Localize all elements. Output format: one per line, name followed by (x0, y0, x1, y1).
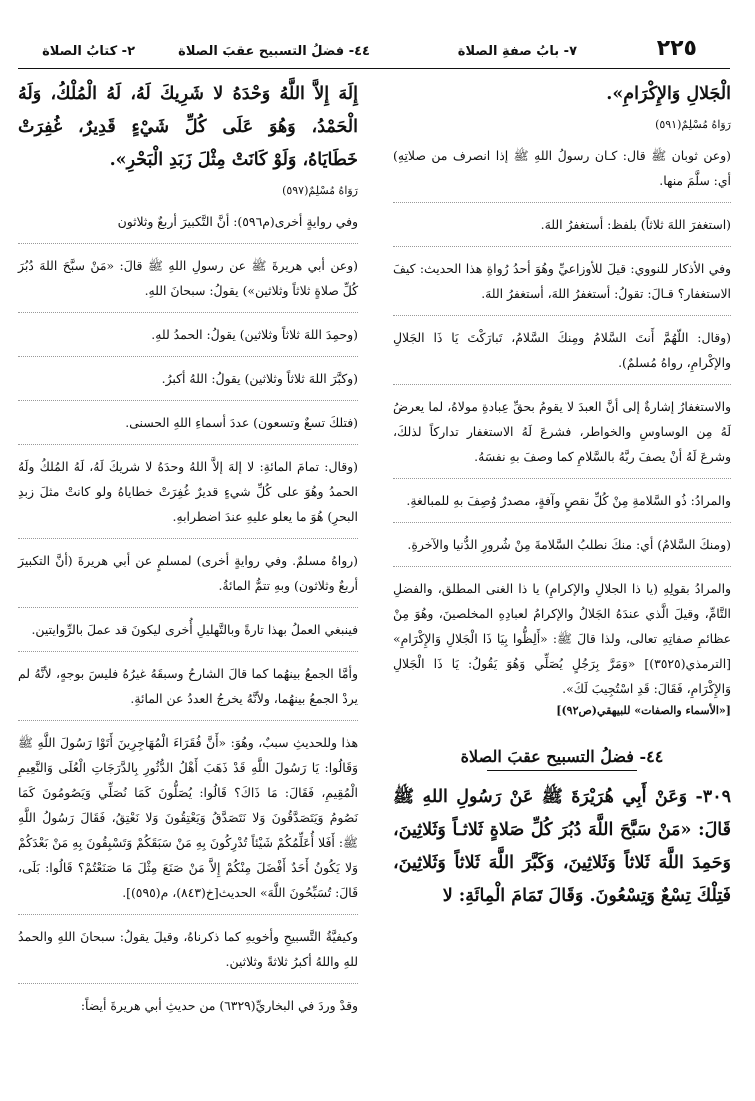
divider (393, 478, 731, 479)
hadith-text: ٣٠٩- وَعَنْ أَبِي هُرَيْرَةَ ﷺ عَنْ رَسُولِ اللهِ ﷺ قَالَ: «مَنْ سَبَّحَ اللَّهَ دُبُرَ كُلِّ صَلاةٍ ثَلاثـاً وَثَلاثِينَ، وَحَمِدَ اللَّهَ ثَلاثاً وَثَلاثِينَ، وَكَبَّرَ اللَّهَ ثَلاثاً وَثَلاثِينَ، فَتِلْكَ تِسْعٌ وَتِسْعُونَ. وَقَالَ تَمَامَ الْمِائَةِ: لا (393, 787, 731, 906)
commentary-paragraph: (وعن أبي هريرةَ ﷺ عن رسولِ اللهِ ﷺ قالَ: «مَنْ سبَّحَ اللهَ دُبُرَ كُلِّ صلاةٍ ثلاثاً وثلاثين») يقولُ: سبحانَ اللهِ. (18, 258, 358, 298)
commentary-paragraph: والمرادُ بقولِهِ (يا ذا الجلالِ والإكرامِ) يا ذا الغنى المطلق، والفضلِ التَّامِّ، وقيلَ الَّذي عندَهُ الجَلالُ والإكرامُ لعبادِهِ المخلصينَ، وهُوَ مِنْ عظائمِ صفاتِهِ تعالى، ولذا قالَ ﷺ: «أَلِظُّوا بِيَا ذَا الْجَلالِ وَالإِكْرَامِ» [الترمذي(٣٥٢٥)] «وَمَرَّ بِرَجُلٍ يُصَلِّي وَهُوَ يَقُولُ: يَا ذَا الْجَلالِ وَالإِكْرَامِ، فَقَالَ: قَدِ اسْتُجِيبَ لَكَ». (393, 581, 731, 696)
commentary-paragraph: (فتلكَ تسعٌ وتسعون) عددَ أسماءِ اللهِ الحسنى. (125, 415, 358, 430)
citation: [«الأسماء والصفات» للبيهقي(ص٩٢)] (556, 704, 731, 717)
left-column (18, 78, 358, 1027)
divider (18, 444, 358, 445)
divider (18, 720, 358, 721)
divider (18, 983, 358, 984)
divider (18, 312, 358, 313)
divider (18, 914, 358, 915)
commentary-paragraph: (وقال: تمامَ المائةِ: لا إلهَ إلاَّ اللهُ وحدَهُ لا شريكَ لَهُ، لَهُ المُلكُ ولَهُ الحمدُ وهُوَ على كُلِّ شيءٍ قديرٌ غُفِرَتْ خطاياهُ ولو كانتْ مثلَ زبدِ البحرِ) هُوَ ما يعلو عليهِ عندَ اضطرابهِ. (18, 459, 358, 524)
divider (393, 202, 731, 203)
book-title: ٢- كتابُ الصلاة (42, 44, 135, 59)
commentary-paragraph: فينبغي العملُ بهذا تارةً وبالتَّهليلِ أُخرى ليكونَ قد عملَ بالرِّوايتين. (31, 622, 358, 637)
divider (393, 566, 731, 567)
divider (18, 651, 358, 652)
divider (18, 607, 358, 608)
commentary-paragraph: وفي الأذكار للنووي: قيلَ للأوزاعيِّ وهُوَ أحدُ رُواةِ هذا الحديث: كيفَ الاستغفار؟ قـالَ: تقولُ: أستغفرُ اللهَ، أستغفرُ اللهَ. (393, 261, 731, 301)
commentary-paragraph: وفي روايةٍ أخرى(م٥٩٦): أنَّ التَّكبيرَ أربعٌ وثلاثون (117, 214, 358, 229)
divider (393, 522, 731, 523)
divider (18, 400, 358, 401)
commentary-paragraph: وأمَّا الجمعُ بينهُما كما قالَ الشارحُ وسبقَهُ غيرُهُ فليسَ بوجهٍ، لأنَّهُ لم يردْ الجمعُ بينهُما، ولأنَّهُ يخرجُ العددُ عن المائةِ. (18, 666, 358, 706)
commentary-paragraph: (رواهُ مسلمٌ. وفي روايةٍ أخرى) لمسلمٍ عن أبي هريرةَ (أنَّ التكبيرَ أربعٌ وثلاثون) وبهِ تتمُّ المائةُ. (18, 553, 358, 593)
section-running-title: ٤٤- فضلُ التسبيح عقبَ الصلاة (178, 44, 370, 59)
divider (393, 315, 731, 316)
citation: رَوَاهُ مُسْلِمٌ(٥٩١) (655, 118, 731, 131)
section-heading-text: ٤٤- فضلُ التسبيح عقبَ الصلاة (460, 747, 664, 766)
commentary-paragraph: والمرادُ: ذُو السَّلامةِ مِنْ كُلِّ نقصٍ وآفةٍ، مصدرٌ وُصِفَ بهِ للمبالغةِ. (406, 493, 731, 508)
header-rule (18, 68, 730, 69)
commentary-paragraph: (ومنكَ السَّلامُ) أي: منكَ نطلبُ السَّلامةَ مِنْ شُرورِ الدُّنيا والآخرةِ. (407, 537, 731, 552)
divider (18, 243, 358, 244)
hadith-continuation: إِلَهَ إِلاَّ اللَّهُ وَحْدَهُ لا شَرِيكَ لَهُ، لَهُ الْمُلْكُ، وَلَهُ الْحَمْدُ، وَهُوَ عَلَى كُلِّ شَيْءٍ قَدِيرٌ، غُفِرَتْ خَطَايَاهُ، وَلَوْ كَانَتْ مِثْلَ زَبَدِ الْبَحْرِ». (18, 84, 358, 170)
citation: رَوَاهُ مُسْلِمٌ(٥٩٧) (282, 184, 358, 197)
divider (18, 538, 358, 539)
commentary-paragraph: (وحمِدَ اللهَ ثلاثاً وثلاثين) يقولُ: الحمدُ للهِ. (151, 327, 358, 342)
chapter-title: ٧- بابُ صفةِ الصلاة (457, 44, 577, 59)
commentary-paragraph: (وكبَّرَ اللهَ ثلاثاً وثلاثين) يقولُ: اللهُ أكبرُ. (161, 371, 358, 386)
divider (393, 384, 731, 385)
commentary-paragraph: هذا وللحديثِ سببٌ، وهُوَ: «أَنَّ فُقَرَاءَ الْمُهَاجِرِينَ أَتَوْا رَسُولَ اللَّهِ ﷺ وَقَالُوا: يَا رَسُولَ اللَّهِ قَدْ ذَهَبَ أَهْلُ الدُّثُورِ بِالدَّرَجَاتِ الْعُلَى وَالنَّعِيمِ الْمُقِيمِ، فَقَالَ: مَا ذَاكَ؟ قَالُوا: يُصَلُّونَ كَمَا نُصَلِّي وَيَصُومُونَ كَمَا نَصُومُ وَيَتَصَدَّقُونَ وَلا نَتَصَدَّقُ وَيَعْتِقُونَ وَلا نَعْتِقُ، فَقَالَ رَسُولُ اللَّهِ ﷺ: أَفَلا أُعَلِّمُكُمْ شَيْئاً تُدْرِكُونَ بِهِ مَنْ سَبَقَكُمْ وَتَسْبِقُونَ بِهِ مَنْ بَعْدَكُمْ وَلا يَكُونُ أَحَدٌ أَفْضَلَ مِنْكُمْ إِلاَّ مَنْ صَنَعَ مِثْلَ مَا صَنَعْتُمْ؟ قَالُوا: بَلَى، قَالَ: تُسَبِّحُونَ اللَّهَ» الحديث[خ(٨٤٣)، م(٥٩٥)]. (18, 735, 358, 900)
commentary-paragraph: (وقال: اللّهُمَّ أَنتَ السَّلامُ ومِنكَ السَّلامُ، تَبارَكْتَ يَا ذَا الجَلالِ والإكْرامِ، رواهُ مُسلمٌ). (393, 330, 731, 370)
commentary-paragraph: (استغفرَ اللهَ ثلاثاً) بلفظ: أستغفرُ اللهَ. (540, 217, 731, 232)
commentary-paragraph: (وعن ثوبان ﷺ قال: كـان رسولُ اللهِ ﷺ إذا انصرف من صلاتِهِ) أي: سلَّمَ منها. (393, 148, 731, 188)
right-column (393, 78, 731, 917)
commentary-paragraph: وقدْ وردَ في البخاريِّ(٦٣٢٩) من حديثِ أبي هريرةَ أيضاً: (80, 998, 358, 1013)
commentary-paragraph: والاستغفارُ إشارةٌ إلى أنَّ العبدَ لا يقومُ بحقِّ عِبادةِ مولاهُ، لما يعرضُ لَهُ مِن الوساوسِ والخواطر، فشرعَ لَهُ الاستغفار تداركاً لذلكَ، وشرعَ لَهُ أنْ يصفَ ربَّهُ بالسَّلامِ كما وصفَ بهِ نفسَهُ. (393, 399, 731, 464)
page-header (0, 36, 755, 74)
hadith-ending: الْجَلالِ وَالإِكْرَامِ». (606, 84, 731, 104)
divider (393, 246, 731, 247)
section-heading (393, 747, 731, 777)
commentary-paragraph: وكيفيَّةُ التَّسبيحِ وأخويهِ كما ذكرناهُ، وقيلَ يقولُ: سبحانَ اللهِ والحمدُ للهِ واللهُ أكبرُ ثلاثةً وثلاثين. (18, 929, 358, 969)
heading-underline (487, 770, 637, 771)
page-number: ٢٢٥ (656, 36, 697, 61)
divider (18, 356, 358, 357)
